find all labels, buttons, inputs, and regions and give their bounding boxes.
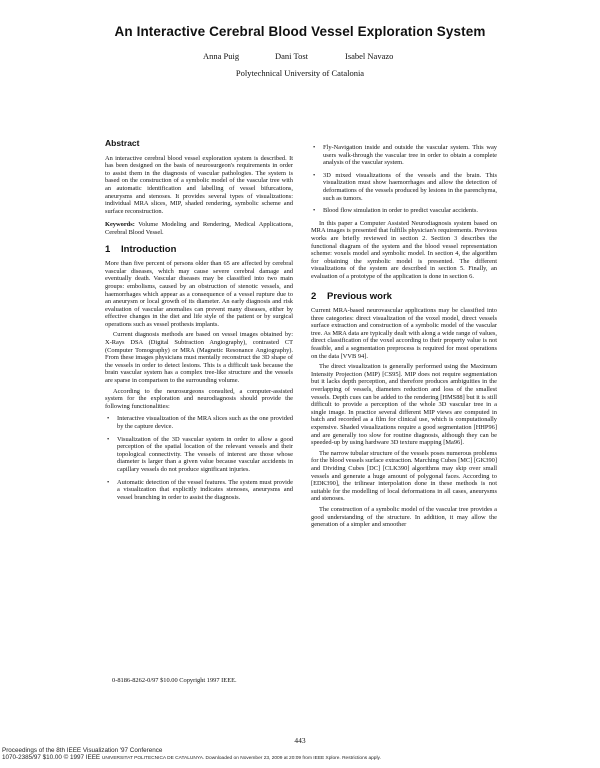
right-column bbox=[311, 144, 497, 532]
list-item bbox=[311, 172, 497, 202]
requirements-list bbox=[105, 415, 293, 501]
paper-title: An Interactive Cerebral Blood Vessel Exploration System bbox=[114, 24, 486, 39]
keywords bbox=[105, 221, 293, 236]
section-title: Previous work bbox=[327, 290, 392, 302]
list-item bbox=[105, 436, 293, 474]
page-number: 443 bbox=[294, 736, 306, 745]
abstract-text: An interactive cerebral blood vessel exploration system is described. It has been designed on the basis of neurosurgeon's requirements in order to assist them in the diagnosis of vascular pathologies. The system is based on the construction of a symbolic model of the vascular tree with an automatic identification and labelling of vessel bifurcations, aneurysms and stenoses. It provides several types of visualizations: individual MRA slices, MIP, shaded rendering, symbolic scheme and surface reconstruction. bbox=[105, 154, 293, 215]
author-name: Isabel Navazo bbox=[345, 51, 394, 61]
page-footer bbox=[2, 747, 598, 763]
footer-issn bbox=[2, 754, 598, 762]
bullet-icon: • bbox=[107, 435, 110, 443]
requirements-list-continued bbox=[311, 144, 497, 215]
bullet-icon: • bbox=[107, 478, 110, 486]
footer-proceedings: Proceedings of the 8th IEEE Visualization '97 Conference bbox=[2, 747, 163, 754]
section-heading bbox=[311, 290, 497, 302]
list-item-text: Fly-Navigation inside and outside the vascular system. This way users walk-through the vascular tree in order to obtain a complete analysis of the vascular system. bbox=[323, 144, 497, 167]
author-name: Dani Tost bbox=[275, 51, 309, 61]
bullet-icon: • bbox=[313, 171, 316, 179]
section-number: 1 bbox=[105, 243, 111, 255]
author-name: Anna Puig bbox=[203, 51, 240, 61]
list-item-text: Visualization of the 3D vascular system in order to allow a good perception of the spatial location of the relevant vessels and their topological connectivity. The vessels of interest are those whose diameter is larger than a given value because vascular accidents in capillary vessels do not produce significant injuries. bbox=[117, 435, 293, 473]
bullet-icon: • bbox=[313, 207, 316, 215]
body-paragraph: According to the neurosurgeons consulted, a computer-assisted system for the exploration and neurodiagnosis should provide the following functionalities: bbox=[105, 387, 293, 410]
bullet-icon: • bbox=[313, 144, 316, 151]
body-paragraph: The narrow tubular structure of the vessels poses numerous problems for the blood vessels surface extraction. Marching Cubes [MC] [GK390] and Dividing Cubes [DC] [CLK390] algorithms may skip over small vessels and generate a huge amount of polygonal faces. According to [EDK390], the trilinear interpolation done in these methods is not suitable for the modelling of local deformations in all cases, aneurysms and stenoses. bbox=[311, 449, 497, 503]
author-list bbox=[0, 51, 600, 63]
list-item bbox=[311, 207, 497, 215]
body-paragraph: The construction of a symbolic model of the vascular tree provides a good understanding of the structure. In addition, it may allow the generation of a simpler and smoother bbox=[311, 505, 497, 529]
list-item bbox=[311, 144, 497, 167]
section-number: 2 bbox=[311, 290, 317, 302]
keywords-text: Volume Modeling and Rendering, Medical Applications, Cerebral Blood Vessel. bbox=[105, 221, 294, 236]
footer-price: 1070-2385/97 $10.00 © 1997 IEEE bbox=[2, 754, 101, 762]
list-item-text: 3D mixed visualizations of the vessels and the brain. This visualization must show haemorrhages and allow the detection of deformations of the vessels produced by lesions in the parenchyma, such as tumors. bbox=[323, 171, 497, 202]
section-heading bbox=[105, 243, 293, 255]
list-item bbox=[105, 415, 293, 430]
list-item-text: Blood flow simulation in order to predict vascular accidents. bbox=[323, 207, 478, 215]
left-column bbox=[105, 140, 293, 506]
list-item bbox=[105, 479, 293, 502]
body-paragraph: Current MRA-based neurovascular applications may be classified into three categories: direct visualization of the voxel model, direct vessels surface extraction and construction of a symbolic model of the vascular tree. As MRA data are typically dealt with along a wide range of values, direct classification of the voxel according to their property value is not feasible, and a segmentation preprocess is required for most operations on the data [VVB 94]. bbox=[311, 307, 497, 360]
bullet-icon: • bbox=[107, 415, 110, 423]
abstract-heading: Abstract bbox=[105, 138, 140, 148]
affiliation: Polytechnical University of Catalonia bbox=[235, 68, 365, 78]
section-title: Introduction bbox=[121, 243, 177, 255]
body-paragraph: In this paper a Computer Assisted Neurodiagnosis system based on MRA images is presented that fulfills physician's requirements. Previous works are briefly reviewed in section 2. Section 3 describes the functional diagram of the system and the blood vessel representation scheme: voxels model and symbolic model. In section 4, the algorithm for obtaining the symbolic model is presented. The different visualizations of the system are described in section 5. Finally, an evaluation of a prototype of the application is done in section 6. bbox=[311, 219, 497, 280]
footer-download-notice: UNIVERSITAT POLITECNICA DE CATALUNYA. Downloaded on November 23, 2009 at 20:09 from IEEE Xplore. Restrictions apply. bbox=[101, 756, 381, 762]
body-paragraph: Current diagnosis methods are based on vessel images obtained by: X-Rays DSA (Digital Subtraction Angiography), contrasted CT (Computer Tomography) or MRA (Magnetic Resonance Angiography). From these images physicians must mentally reconstruct the 3D shape of the vessels in order to detect lesions. This is a difficult task because the brain vascular system has a complex tree-like structure and the vessels are sparse in comparison to the surrounding volume. bbox=[105, 331, 293, 385]
body-paragraph: More than five percent of persons older than 65 are affected by cerebral vascular diseases, which may cause severe cerebral damage and eventually death. Vascular diseases may be classified into two main groups: embolisms, caused by an obstruction of stenotic vessels, and haemorrhages which appear as a consequence of a vessel rupture due to an aneurysm or local growth of its diameter. An early diagnosis and risk evaluation of vascular anomalies can prevent many diseases, either by effective changes in the diet and life style of the patient or by surgical operations such as vessel prothesis implants. bbox=[105, 260, 293, 328]
list-item-text: Interactive visualization of the MRA slices such as the one provided by the capture device. bbox=[117, 415, 293, 430]
body-paragraph: The direct visualization is generally performed using the Maximum Intensity Projection (MIP) [CS95]. MIP does not require segmentation but it lacks depth perception, and therefore produces ambiguities in the overlapping of vessels, diameters reduction and loss of the smallest vessels. Depth cues can be added to the rendering [HMS88] but it is still difficult to provide a perception of the whole 3D vascular tree in a single image. In practice several different MIP views are computed in batch and recorded as a film for clinical use, which is computationally expensive. Shaded visualizations require a good segmentation [HHP96] and are generally too slow for routine diagnosis, although they can be speeded-up by using hardware 3D texture mapping [Ma96]. bbox=[311, 363, 497, 447]
copyright-notice: 0-8186-8262-0/97 $10.00 Copyright 1997 IEEE. bbox=[112, 677, 237, 684]
keywords-label: Keywords: bbox=[105, 221, 135, 229]
list-item-text: Automatic detection of the vessel features. The system must provide a visualization that explicitly indicates stenoses, aneurysms and vessel branching in order to assist the diagnosis. bbox=[117, 478, 293, 501]
